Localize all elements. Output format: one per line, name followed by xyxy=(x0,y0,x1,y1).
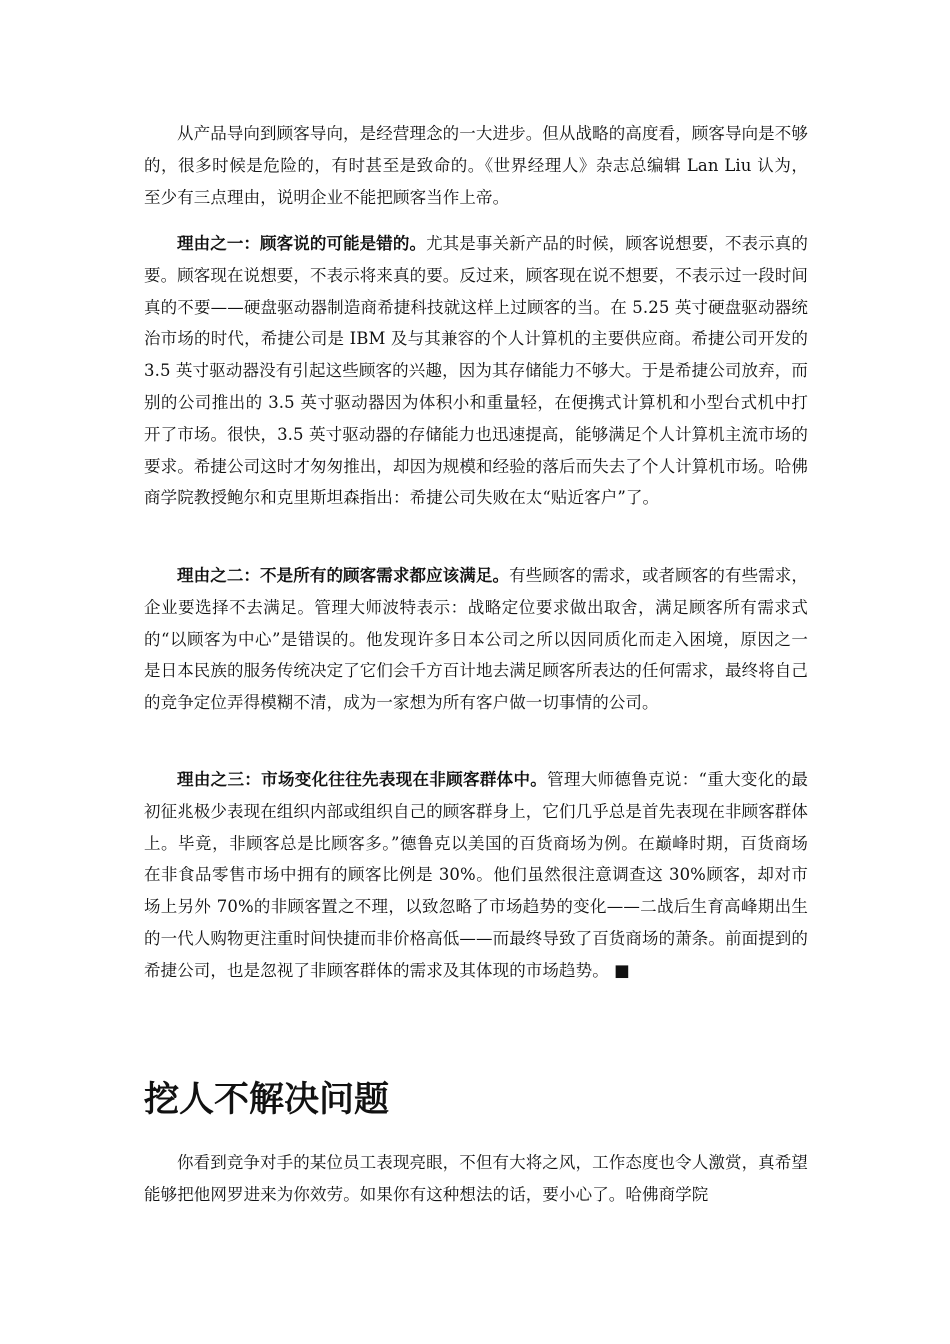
reason-two-body: 有些顾客的需求，或者顾客的有些需求，企业要选择不去满足。管理大师波特表示：战略定位要求做出取舍，满足顾客所有需求式的“以顾客为中心”是错误的。他发现许多日本公司之所以因同质化而走入困境，原因之一是日本民族的服务传统决定了它们会千方百计地去满足顾客所表达的任何需求，最终将自己的竞争定位弄得模糊不清，成为一家想为所有客户做一切事情的公司。 xyxy=(144,566,808,713)
reason-one-paragraph xyxy=(144,228,808,514)
intro-paragraph: 从产品导向到顾客导向，是经营理念的一大进步。但从战略的高度看，顾客导向是不够的，很多时候是危险的，有时甚至是致命的。《世界经理人》杂志总编辑 Lan Liu 认为，至少有三点理由，说明企业不能把顾客当作上帝。 xyxy=(144,124,808,207)
new-section-paragraph: 你看到竞争对手的某位员工表现亮眼，不但有大将之风，工作态度也令人激赏，真希望能够把他网罗进来为你效劳。如果你有这种想法的话，要小心了。哈佛商学院 xyxy=(144,1153,808,1204)
reason-two-lead: 理由之二：不是所有的顾客需求都应该满足。 xyxy=(177,566,510,585)
reason-two-paragraph xyxy=(144,560,808,719)
reason-one-body: 尤其是事关新产品的时候，顾客说想要，不表示真的要。顾客现在说想要，不表示将来真的要。反过来，顾客现在说不想要，不表示过一段时间真的不要——硬盘驱动器制造商希捷科技就这样上过顾客的当。在 5.25 英寸硬盘驱动器统治市场的时代，希捷公司是 IBM 及与其兼容的个人计算机的主要供应商。希捷公司开发的 3.5 英寸驱动器没有引起这些顾客的兴趣，因为其存储能力不够大。于是希捷公司放弃，而别的公司推出的 3.5 英寸驱动器因为体积小和重量轻，在便携式计算机和小型台式机中打开了市场。很快，3.5 英寸驱动器的存储能力也迅速提高，能够满足个人计算机主流市场的要求。希捷公司这时才匆匆推出，却因为规模和经验的落后而失去了个人计算机市场。哈佛商学院教授鲍尔和克里斯坦森指出：希捷公司失败在太“贴近客户”了。 xyxy=(144,234,808,508)
section-heading: 挖人不解决问题 xyxy=(144,1080,390,1120)
reason-three-lead: 理由之三：市场变化往往先表现在非顾客群体中。 xyxy=(177,770,548,789)
reason-three-body: 管理大师德鲁克说：“重大变化的最初征兆极少表现在组织内部或组织自己的顾客群身上，它们几乎总是首先表现在非顾客群体上。毕竟，非顾客总是比顾客多。”德鲁克以美国的百货商场为例。在巅峰时期，百货商场在非食品零售市场中拥有的顾客比例是 30%。他们虽然很注意调查这 30%顾客，却对市场上另外 70%的非顾客置之不理，以致忽略了市场趋势的变化——二战后生育高峰期出生的一代人购物更注重时间快捷而非价格高低——而最终导致了百货商场的萧条。前面提到的希捷公司，也是忽视了非顾客群体的需求及其体现的市场趋势。 xyxy=(144,770,808,980)
end-mark-icon: ■ xyxy=(614,960,630,980)
reason-three-paragraph xyxy=(144,764,808,987)
reason-one-lead: 理由之一：顾客说的可能是错的。 xyxy=(177,234,427,253)
